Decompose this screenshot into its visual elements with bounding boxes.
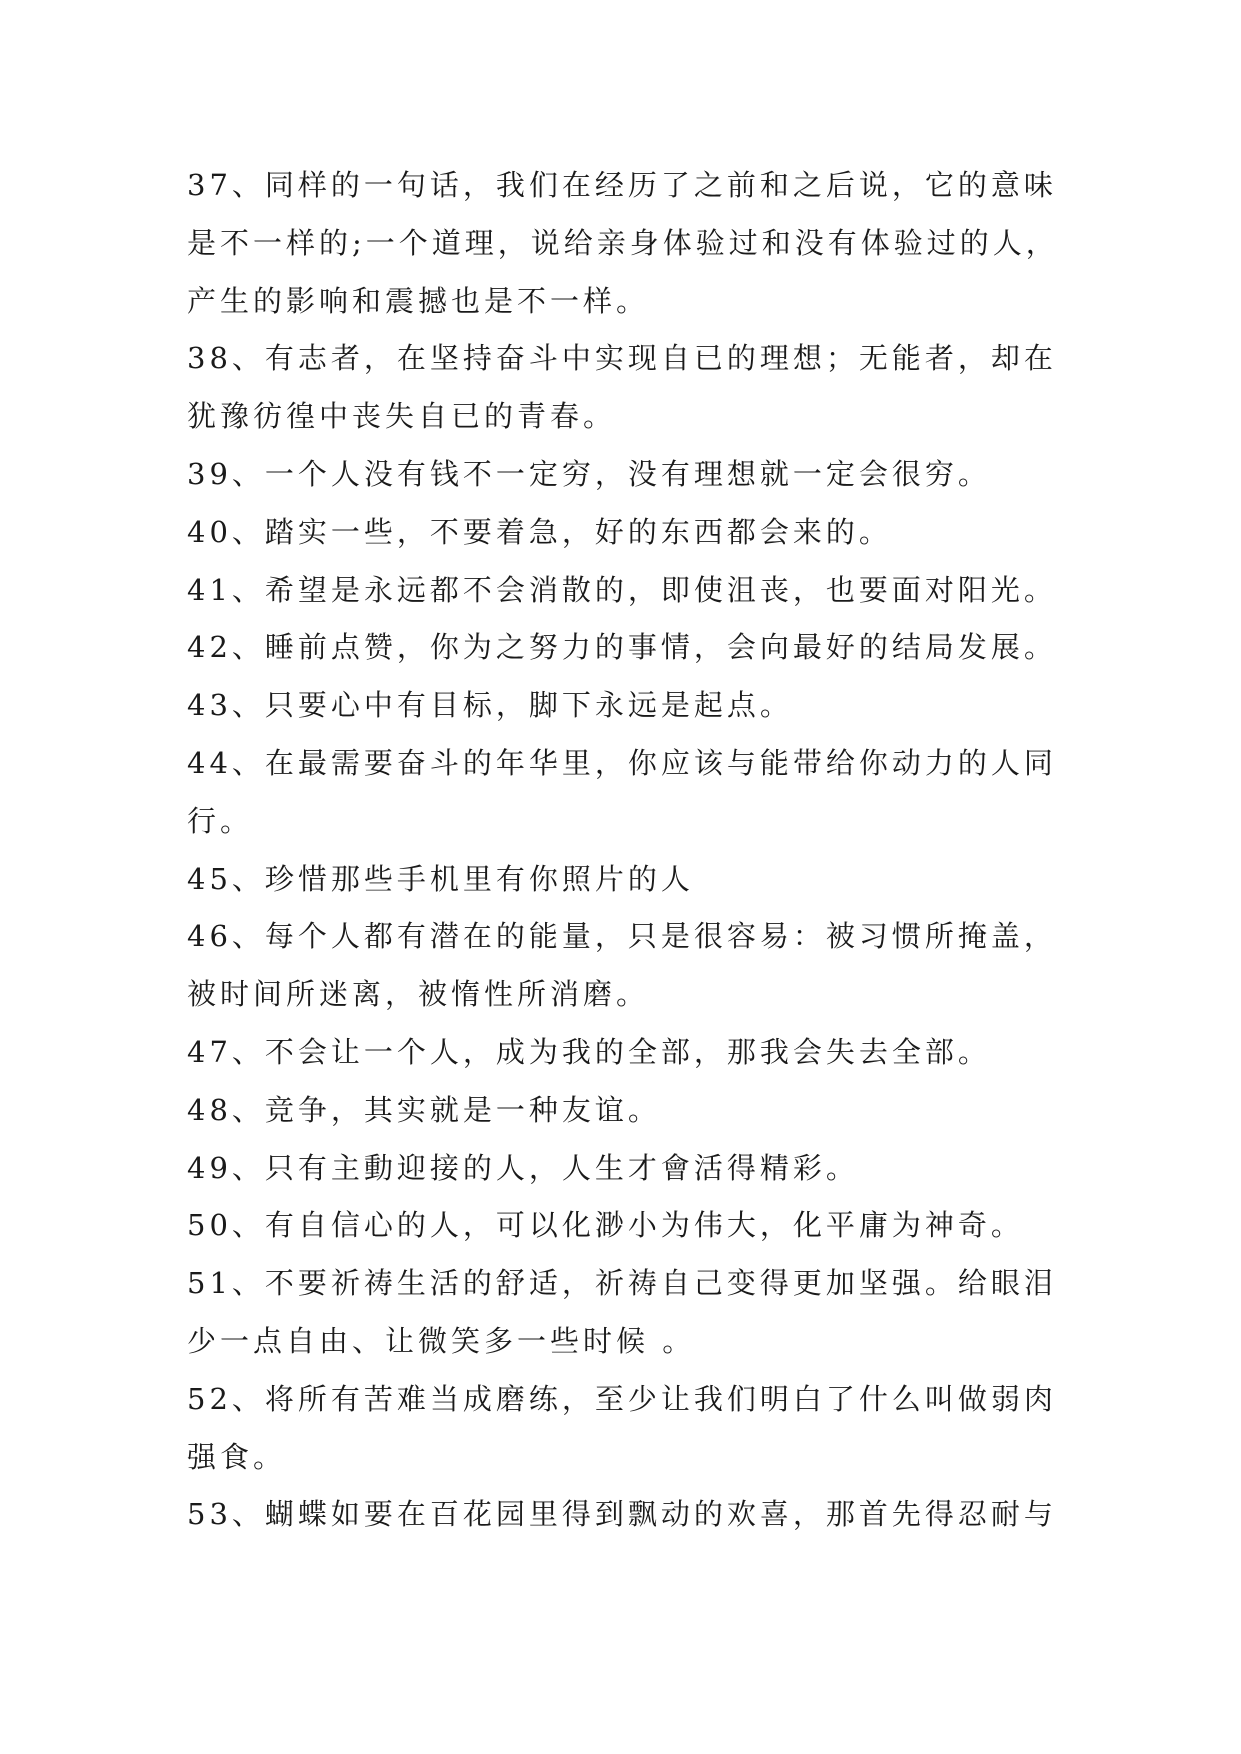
text-line: 50、有自信心的人，可以化渺小为伟大，化平庸为神奇。	[187, 1208, 1024, 1243]
text-line: 少一点自由、让微笑多一些时候 。	[187, 1323, 696, 1358]
text-line: 51、不要祈祷生活的舒适，祈祷自己变得更加坚强。给眼泪	[187, 1266, 1057, 1301]
text-line: 47、不会让一个人，成为我的全部，那我会失去全部。	[187, 1034, 991, 1069]
text-line: 是不一样的;一个道理，说给亲身体验过和没有体验过的人，	[187, 225, 1059, 260]
text-line: 产生的影响和震撼也是不一样。	[187, 283, 650, 318]
text-line: 49、只有主動迎接的人，人生才會活得精彩。	[187, 1150, 859, 1185]
text-line: 45、珍惜那些手机里有你照片的人	[187, 861, 694, 896]
text-line: 行。	[187, 803, 254, 838]
text-line: 43、只要心中有目标，脚下永远是起点。	[187, 688, 793, 723]
text-line: 37、同样的一句话，我们在经历了之前和之后说，它的意味	[187, 168, 1057, 202]
text-line: 38、有志者，在坚持奋斗中实现自已的理想；无能者，却在	[187, 341, 1057, 376]
text-line: 48、竞争，其实就是一种友谊。	[187, 1092, 661, 1127]
text-line: 42、睡前点赞，你为之努力的事情，会向最好的结局发展。	[187, 630, 1057, 665]
text-line: 52、将所有苦难当成磨练，至少让我们明白了什么叫做弱肉	[187, 1381, 1057, 1416]
text-line: 44、在最需要奋斗的年华里，你应该与能带给你动力的人同	[187, 745, 1057, 780]
document-body	[187, 157, 1077, 1544]
text-line: 41、希望是永远都不会消散的，即使沮丧，也要面对阳光。	[187, 572, 1057, 607]
text-line: 39、一个人没有钱不一定穷，没有理想就一定会很穷。	[187, 456, 991, 491]
text-line: 40、踏实一些，不要着急，好的东西都会来的。	[187, 514, 892, 549]
text-line: 46、每个人都有潜在的能量，只是很容易：被习惯所掩盖，	[187, 919, 1057, 954]
text-line: 53、蝴蝶如要在百花园里得到飘动的欢喜，那首先得忍耐与	[187, 1497, 1057, 1532]
text-line: 被时间所迷离，被惰性所消磨。	[187, 977, 650, 1012]
text-line: 犹豫彷徨中丧失自已的青春。	[187, 399, 617, 434]
text-line: 强食。	[187, 1439, 287, 1474]
